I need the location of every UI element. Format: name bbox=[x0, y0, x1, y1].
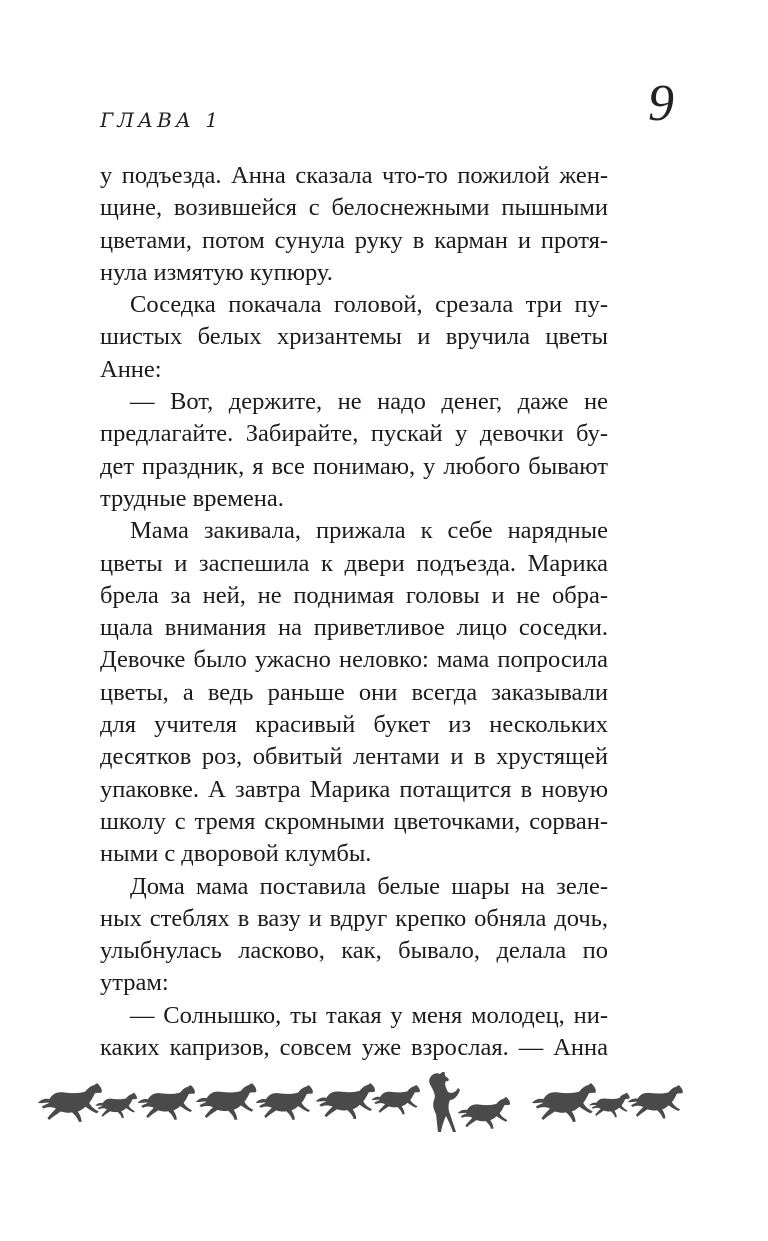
horse-icon bbox=[628, 1085, 683, 1118]
paragraph bbox=[100, 160, 608, 289]
text-line: ных стеблях в вазу и вдруг крепко обняла дочь, bbox=[100, 904, 608, 932]
paragraph bbox=[100, 515, 608, 870]
body-text bbox=[100, 160, 608, 1064]
text-line: утрам: bbox=[100, 969, 169, 997]
running-head: ГЛАВА 1 bbox=[100, 108, 223, 132]
horse-icon bbox=[38, 1083, 102, 1121]
horse-icon bbox=[589, 1093, 629, 1117]
horse-icon bbox=[316, 1083, 375, 1119]
horse-icon bbox=[458, 1097, 510, 1129]
horse-icon bbox=[256, 1085, 313, 1119]
text-line: Анне: bbox=[100, 355, 162, 383]
text-line: Мама закивала, прижала к себе нарядные bbox=[130, 517, 608, 545]
text-line: цветами, потом сунула руку в карман и протя- bbox=[100, 226, 608, 254]
page-number: 9 bbox=[648, 75, 674, 132]
paragraph bbox=[100, 386, 608, 515]
text-line: Дома мама поставила белые шары на зеле- bbox=[130, 872, 608, 900]
text-line: предлагайте. Забирайте, пускай у девочки бу- bbox=[100, 420, 608, 448]
horse-icon bbox=[429, 1072, 460, 1132]
text-line: — Вот, держите, не надо денег, даже не bbox=[130, 388, 608, 416]
text-line: брела за ней, не поднимая головы и не обра- bbox=[100, 581, 608, 609]
text-line: цветы, а ведь раньше они всегда заказывали bbox=[100, 678, 608, 706]
text-line: у подъезда. Анна сказала что-то пожилой жен- bbox=[100, 162, 608, 189]
text-line: Соседка покачала головой, срезала три пу- bbox=[130, 291, 608, 319]
text-line: дет праздник, я все понимаю, у любого бывают bbox=[100, 452, 608, 480]
text-line: трудные времена. bbox=[100, 484, 284, 512]
text-line: — Солнышко, ты такая у меня молодец, ни- bbox=[130, 1001, 608, 1029]
galloping-horses-border-icon bbox=[36, 1070, 686, 1134]
horse-icon bbox=[95, 1093, 137, 1118]
text-line: щине, возившейся с белоснежными пышными bbox=[100, 194, 608, 222]
text-line: нула измятую купюру. bbox=[100, 258, 333, 286]
paragraph bbox=[100, 289, 608, 386]
text-line: ными с дворовой клумбы. bbox=[100, 840, 372, 868]
horse-icon bbox=[532, 1083, 596, 1121]
text-line: школу с тремя скромными цветочками, сорван- bbox=[100, 807, 608, 835]
horse-icon bbox=[196, 1083, 257, 1119]
paragraph bbox=[100, 871, 608, 1000]
text-line: упаковке. А завтра Марика потащится в новую bbox=[100, 775, 608, 803]
text-line: щала внимания на приветливое лицо соседки. bbox=[100, 614, 608, 642]
text-line: шистых белых хризантемы и вручила цветы bbox=[100, 323, 608, 351]
text-line: десятков роз, обвитый лентами и в хрустящей bbox=[100, 743, 608, 771]
text-line: Девочке было ужасно неловко: мама попросила bbox=[100, 646, 608, 674]
text-line: улыбнулась ласково, как, бывало, делала по bbox=[100, 937, 608, 965]
text-line: каких капризов, совсем уже взрослая. — Анна bbox=[100, 1034, 608, 1062]
text-line: цветы и заспешила к двери подъезда. Марика bbox=[100, 549, 608, 577]
paragraph bbox=[100, 1000, 608, 1065]
horse-icon bbox=[371, 1085, 419, 1114]
text-line: для учителя красивый букет из нескольких bbox=[100, 711, 608, 739]
horse-icon bbox=[138, 1085, 195, 1119]
